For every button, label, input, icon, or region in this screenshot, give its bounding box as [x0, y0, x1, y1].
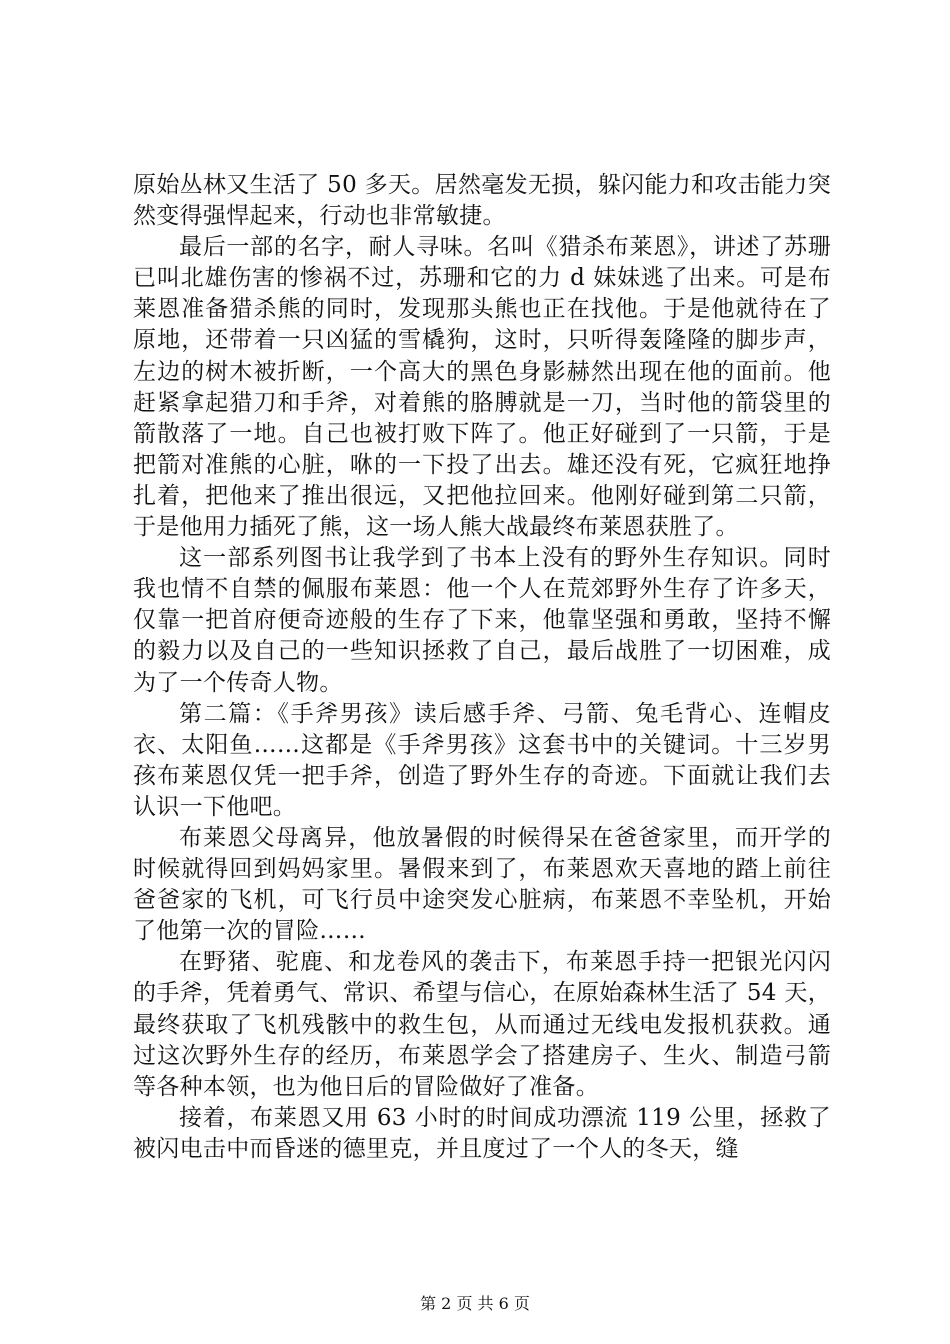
paragraph-1: 原始丛林又生活了 50 多天。居然毫发无损，躲闪能力和攻击能力突然变得强悍起来，行动也非常敏捷。 [133, 172, 831, 230]
paragraph-7: 接着，布莱恩又用 63 小时的时间成功漂流 119 公里，拯救了被闪电击中而昏迷的德里克，并且度过了一个人的冬天，缝 [133, 1104, 831, 1162]
paragraph-2: 最后一部的名字，耐人寻味。名叫《猎杀布莱恩》，讲述了苏珊已叫北雄伤害的惨祸不过，苏珊和它的力 d 妹妹逃了出来。可是布莱恩准备猎杀熊的同时，发现那头熊也正在找他。于是他就待在了原地，还带着一只凶猛的雪橇狗，这时，只听得轰隆隆的脚步声，左边的树木被折断，一个高大的黑色身影赫然出现在他的面前。他赶紧拿起猎刀和手斧，对着熊的胳膊就是一刀，当时他的箭袋里的箭散落了一地。自己也被打败下阵了。他正好碰到了一只箭，于是把箭对准熊的心脏，咻的一下投了出去。雄还没有死，它疯狂地挣扎着，把他来了推出很远，又把他拉回来。他刚好碰到第二只箭，于是他用力插死了熊，这一场人熊大战最终布莱恩获胜了。 [133, 234, 831, 541]
document-body [133, 170, 831, 1165]
page-footer: 第 2 页 共 6 页 [420, 1294, 530, 1313]
paragraph-6: 在野猪、驼鹿、和龙卷风的袭击下，布莱恩手持一把银光闪闪的手斧，凭着勇气、常识、希望与信心，在原始森林生活了 54 天，最终获取了飞机残骸中的救生包，从而通过无线电发报机获救。通过这次野外生存的经历，布莱恩学会了搭建房子、生火、制造弓箭等各种本领，也为他日后的冒险做好了准备。 [133, 949, 831, 1100]
paragraph-4: 第二篇：《手斧男孩》读后感手斧、弓箭、兔毛背心、连帽皮衣、太阳鱼……这都是《手斧男孩》这套书中的关键词。十三岁男孩布莱恩仅凭一把手斧，创造了野外生存的奇迹。下面就让我们去认识一下他吧。 [133, 700, 831, 820]
paragraph-3: 这一部系列图书让我学到了书本上没有的野外生存知识。同时我也情不自禁的佩服布莱恩：他一个人在荒郊野外生存了许多天，仅靠一把首府便奇迹般的生存了下来，他靠坚强和勇敢，坚持不懈的毅力以及自己的一些知识拯救了自己，最后战胜了一切困难，成为了一个传奇人物。 [133, 545, 831, 696]
paragraph-5: 布莱恩父母离异，他放暑假的时候得呆在爸爸家里，而开学的时候就得回到妈妈家里。暑假来到了，布莱恩欢天喜地的踏上前往爸爸家的飞机，可飞行员中途突发心脏病，布莱恩不幸坠机，开始了他第一次的冒险…… [133, 824, 831, 945]
